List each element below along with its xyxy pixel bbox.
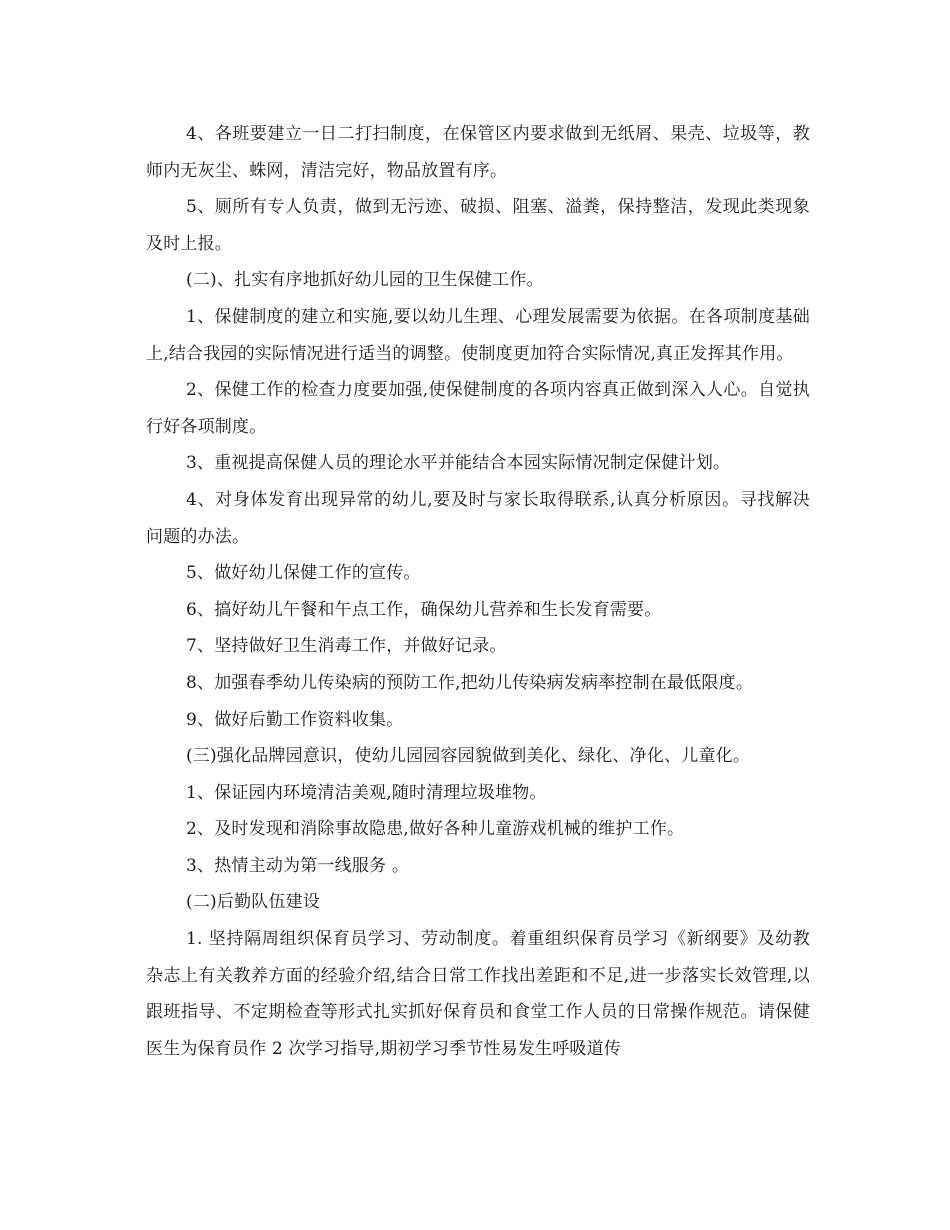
paragraph-health-2: 2、保健工作的检查力度要加强,使保健制度的各项内容真正做到深入人心。自觉执行好各项制度。 [146, 380, 810, 437]
paragraph-brand-2: 2、及时发现和消除事故隐患,做好各种儿童游戏机械的维护工作。 [186, 819, 685, 840]
paragraph-health-4: 4、对身体发育出现异常的幼儿,要及时与家长取得联系,认真分析原因。寻找解决问题的办法。 [146, 489, 810, 547]
paragraph-health-3: 3、重视提高保健人员的理论水平并能结合本园实际情况制定保健计划。 [186, 453, 731, 474]
section-heading-brand: (三)强化品牌园意识，使幼儿园园容园貌做到美化、绿化、净化、儿童化。 [186, 746, 751, 767]
paragraph-health-5: 5、做好幼儿保健工作的宣传。 [186, 563, 421, 584]
paragraph-health-6: 6、搞好幼儿午餐和午点工作，确保幼儿营养和生长发育需要。 [186, 599, 662, 620]
paragraph-health-8: 8、加强春季幼儿传染病的预防工作,把幼儿传染病发病率控制在最低限度。 [186, 672, 754, 693]
section-heading-team: (二)后勤队伍建设 [186, 892, 321, 913]
paragraph-health-1: 1、保健制度的建立和实施,要以幼儿生理、心理发展需要为依据。在各项制度基础上,结合我园的实际情况进行适当的调整。使制度更加符合实际情况,真正发挥其作用。 [146, 306, 810, 364]
paragraph-brand-3: 3、热情主动为第一线服务 。 [186, 855, 410, 876]
paragraph-4-cleaning-system: 4、各班要建立一日二打扫制度，在保管区内要求做到无纸屑、果壳、垃圾等，教师内无灰尘、蛛网，清洁完好，物品放置有序。 [146, 124, 810, 181]
section-heading-health-care: (二)、扎实有序地抓好幼儿园的卫生保健工作。 [186, 270, 544, 291]
paragraph-5-toilet: 5、厕所有专人负责，做到无污迹、破损、阻塞、溢粪，保持整洁，发现此类现象及时上报。 [146, 197, 810, 254]
paragraph-health-7: 7、坚持做好卫生消毒工作，并做好记录。 [186, 636, 507, 657]
paragraph-team-1: 1. 坚持隔周组织保育员学习、劳动制度。着重组织保育员学习《新纲要》及幼教杂志上有关教养方面的经验介绍,结合日常工作找出差距和不足,进一步落实长效管理,以跟班指导、不定期检查等形式扎实抓好保育员和食堂工作人员的日常操作规范。请保健医生为保育员作 2 次学习指导,期初学习季节性易发生呼吸道传 [146, 929, 810, 1059]
paragraph-health-9: 9、做好后勤工作资料收集。 [186, 709, 404, 730]
paragraph-brand-1: 1、保证园内环境清洁美观,随时清理垃圾堆物。 [186, 782, 547, 803]
document-body [146, 116, 810, 1067]
